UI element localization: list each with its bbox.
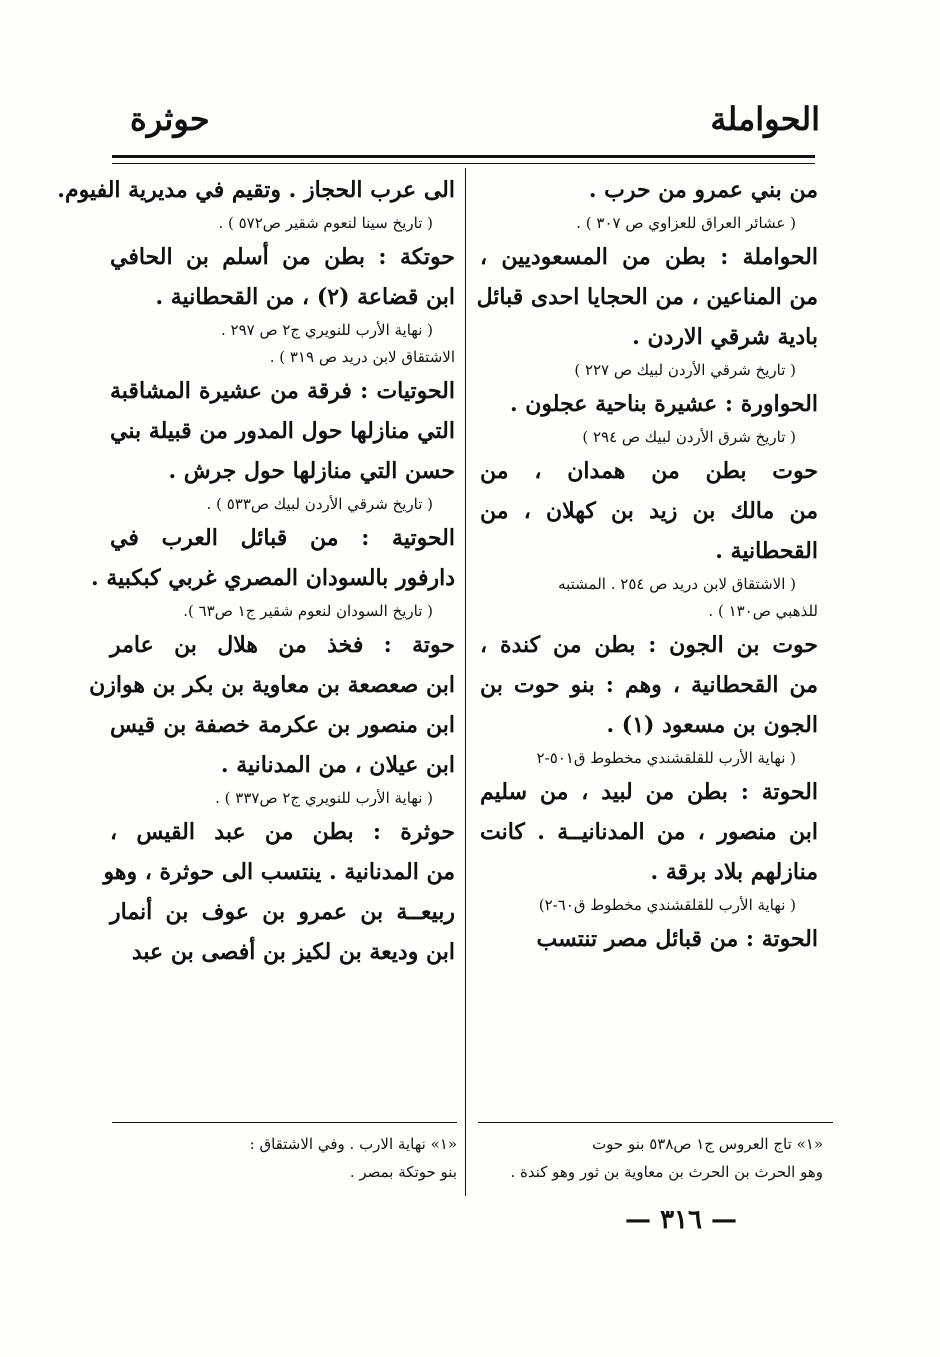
- text-line: الحواورة : عشيرة بناحية عجلون .: [509, 391, 818, 417]
- reference-line: ( نهاية الأرب للنويري ج٢ ص ٢٩٧ .: [220, 321, 433, 339]
- page-number: — ٣١٦ —: [625, 1205, 738, 1235]
- text-line: حوتكة : بطن من أسلم بن الحافي: [110, 244, 455, 270]
- text-line: ابن وديعة بن لكيز بن أفصى بن عبد: [131, 939, 455, 965]
- footnotes-left: [112, 1130, 457, 1186]
- footnote-rule-right: [478, 1122, 833, 1123]
- reference-line: للذهبي ص١٣٠ ) .: [708, 602, 818, 620]
- reference-line: ( تاريخ سينا لنعوم شقير ص٥٧٢ ) .: [218, 214, 433, 232]
- footnote-line: بنو حوتكة بمصر .: [349, 1163, 457, 1181]
- text-line: منازلهم بلاد برقة .: [650, 859, 818, 885]
- text-line: حوت بطن من همدان ، من: [480, 458, 818, 484]
- reference-line: ( تاريخ شرقي الأردن لبيك ص٥٣٣ ) .: [206, 495, 433, 513]
- text-line: حوتة : فخذ من هلال بن عامر: [110, 632, 455, 658]
- footnote-line: وهو الحرث بن الحرث بن معاوية بن ثور وهو كندة .: [510, 1163, 823, 1181]
- text-line: التي منازلها حول المدور من قبيلة بني: [110, 418, 455, 444]
- text-line: من المناعين ، من الحجايا احدى قبائل: [476, 284, 818, 310]
- text-line: الى عرب الحجاز . وتقيم في مديرية الفيوم.: [57, 177, 455, 203]
- header-rule-thick: [112, 155, 815, 158]
- running-head-right: الحواملة: [710, 100, 820, 138]
- running-head-left: حوثرة: [130, 100, 210, 138]
- text-line: الحوتيات : فرقة من عشيرة المشاقبة: [110, 378, 455, 404]
- text-line: بادية شرقي الاردن .: [632, 324, 818, 350]
- text-line: القحطانية .: [715, 538, 818, 564]
- text-line: من القحطانية ، وهم : بنو حوت بن: [480, 672, 818, 698]
- reference-line: ( عشائر العراق للعزاوي ص ٣٠٧ ) .: [576, 214, 796, 232]
- text-line: ابن قضاعة (٢) ، من القحطانية .: [155, 284, 455, 310]
- reference-line: ( نهاية الأرب للنويري ج٢ ص٣٣٧ ) .: [215, 789, 433, 807]
- footnote-line: «١» تاج العروس ج١ ص٥٣٨ بنو حوت: [592, 1135, 823, 1153]
- header-rule-thin: [112, 163, 815, 164]
- text-line: ابن منصور ، من المدنانيــة . كانت: [480, 819, 818, 845]
- reference-line: ( تاريخ شرقي الأردن لبيك ص ٢٢٧ ): [574, 361, 796, 379]
- text-line: حوت بن الجون : بطن من كندة ،: [480, 632, 818, 658]
- footnote-line: «١» نهاية الارب . وفي الاشتقاق :: [249, 1135, 457, 1153]
- footnote-rule-left: [112, 1122, 457, 1123]
- text-line: ابن صعصعة بن معاوية بن بكر بن هوازن: [89, 672, 455, 698]
- text-line: ابن عيلان ، من المدنانية .: [220, 752, 455, 778]
- text-line: من المدنانية . ينتسب الى حوثرة ، وهو: [103, 859, 455, 885]
- text-line: حوثرة : بطن من عبد القيس ،: [110, 819, 455, 845]
- text-line: الجون بن مسعود (١) .: [606, 712, 818, 738]
- reference-line: ( تاريخ السودان لنعوم شقير ج١ ص٦٣ ).: [183, 602, 433, 620]
- reference-line: الاشتقاق لابن دريد ص ٣١٩ ) .: [269, 348, 455, 366]
- text-line: الحوتية : من قبائل العرب في: [110, 525, 455, 551]
- reference-line: ( نهاية الأرب للقلقشندي مخطوط ق٥٠١-٢: [536, 749, 796, 767]
- text-line: من بني عمرو من حرب .: [588, 177, 818, 203]
- text-line: حسن التي منازلها حول جرش .: [168, 458, 455, 484]
- left-column: [57, 170, 455, 972]
- reference-line: ( تاريخ شرق الأردن لبيك ص ٢٩٤ ): [582, 428, 796, 446]
- footnotes-right: [478, 1130, 823, 1186]
- column-divider: [465, 168, 466, 1196]
- text-line: ابن منصور بن عكرمة خصفة بن قيس: [110, 712, 455, 738]
- text-line: ربيعــة بن عمرو بن عوف بن أنمار: [110, 899, 455, 925]
- text-line: الحوتة : بطن من لبيد ، من سليم: [480, 779, 818, 805]
- text-line: دارفور بالسودان المصري غربي كبكبية .: [91, 565, 455, 591]
- text-line: الحوتة : من قبائل مصر تنتسب: [536, 926, 818, 952]
- reference-line: ( الاشتقاق لابن دريد ص ٢٥٤ . المشتبه: [558, 575, 796, 593]
- right-column: [476, 170, 818, 959]
- text-line: الحواملة : بطن من المسعوديين ،: [480, 244, 818, 270]
- text-line: من مالك بن زيد بن كهلان ، من: [480, 498, 818, 524]
- reference-line: ( نهاية الأرب للقلقشندي مخطوط ق٦٠-٢): [538, 896, 796, 914]
